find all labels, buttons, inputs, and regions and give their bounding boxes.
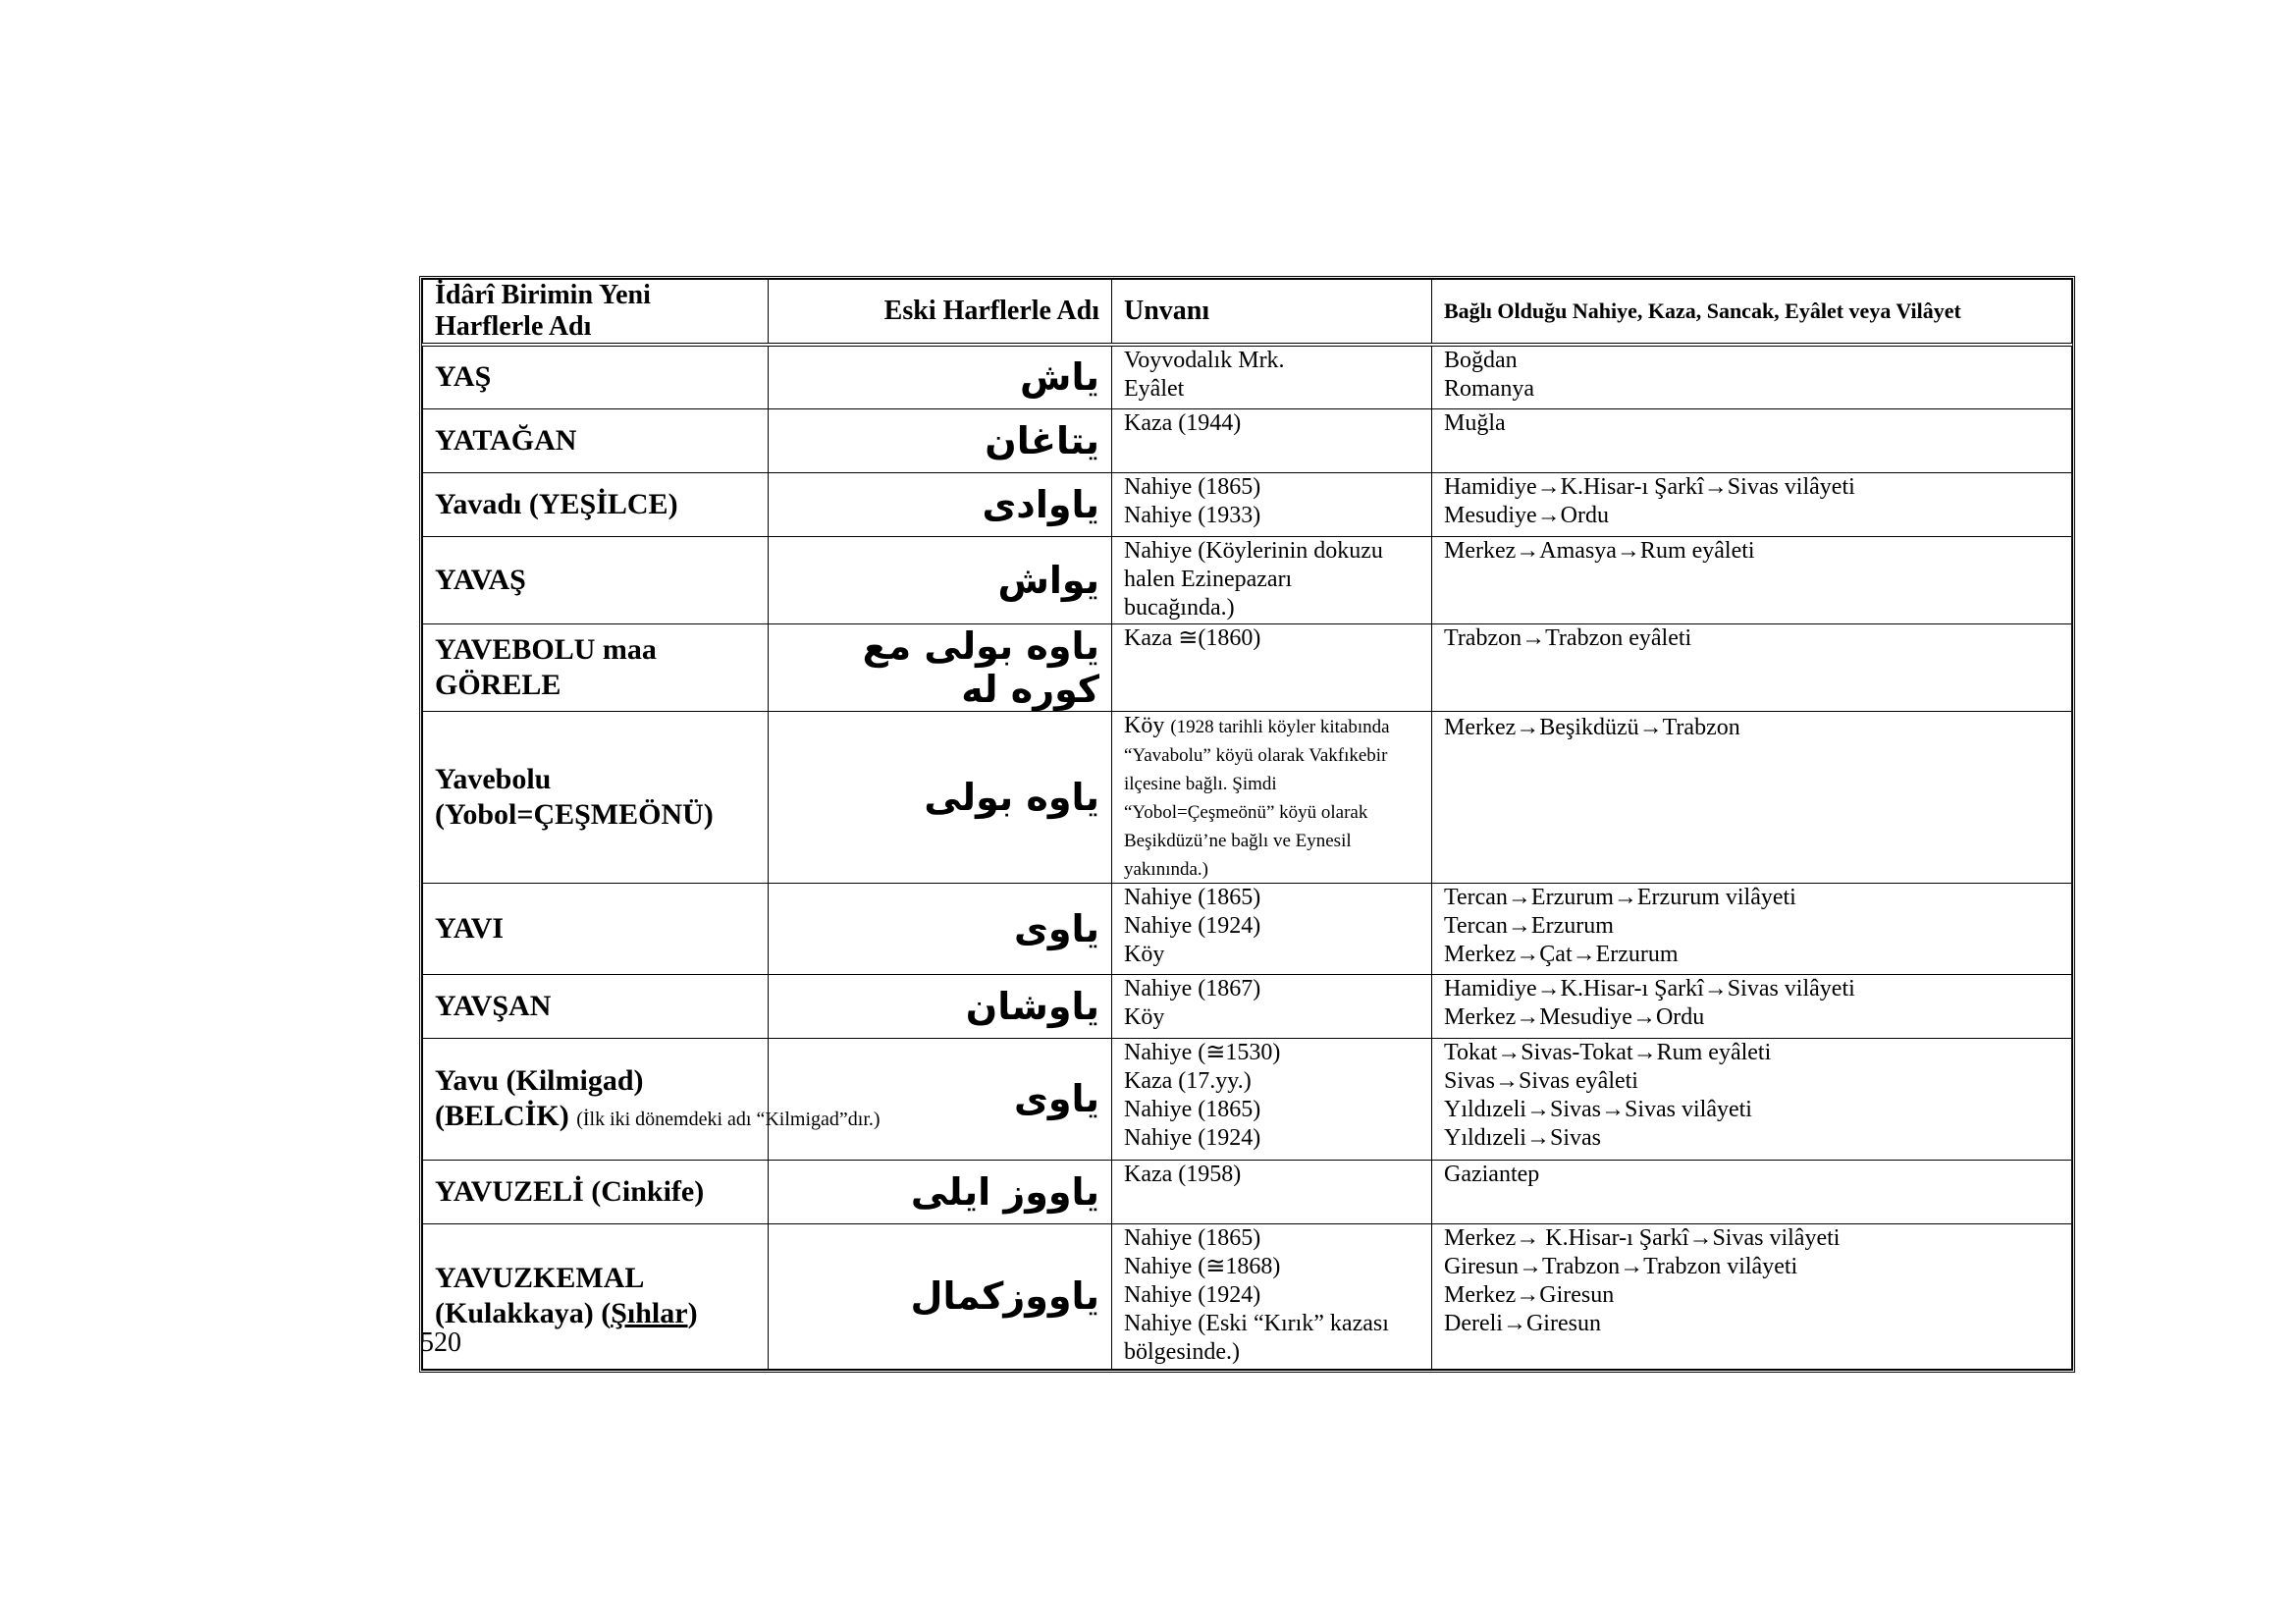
unit-name: YAVAŞ — [423, 536, 769, 623]
unit-parent: Boğdan Romanya — [1432, 345, 2072, 408]
table-row — [423, 623, 2072, 711]
unit-old-name: یاوه بولی — [769, 711, 1112, 883]
unit-name: YAVI — [423, 883, 769, 974]
table-row — [423, 1038, 2072, 1160]
unit-name: YAVUZKEMAL (Kulakkaya) (Şıhlar) — [423, 1223, 769, 1369]
header-title: Unvanı — [1112, 280, 1432, 346]
unit-name: YAVUZELİ (Cinkife) — [423, 1160, 769, 1223]
unit-parent: Tokat→Sivas-Tokat→Rum eyâleti Sivas→Sivas eyâleti Yıldızeli→Sivas→Sivas vilâyeti Yıldızeli→Sivas — [1432, 1038, 2072, 1160]
unit-old-name: یاوی — [769, 1038, 1112, 1160]
unit-title: Nahiye (1865) Nahiye (1933) — [1112, 472, 1432, 536]
unit-parent: Gaziantep — [1432, 1160, 2072, 1223]
unit-title: Kaza ≅(1860) — [1112, 623, 1432, 711]
unit-name-note: (İlk iki dönemdeki adı “Kilmigad”dır.) — [576, 1109, 881, 1130]
unit-parent: Trabzon→Trabzon eyâleti — [1432, 623, 2072, 711]
unit-title: Kaza (1958) — [1112, 1160, 1432, 1223]
unit-parent: Hamidiye→K.Hisar-ı Şarkî→Sivas vilâyeti Mesudiye→Ordu — [1432, 472, 2072, 536]
unit-name: YAVEBOLU maa GÖRELE — [423, 623, 769, 711]
table-row — [423, 472, 2072, 536]
unit-parent: Hamidiye→K.Hisar-ı Şarkî→Sivas vilâyeti Merkez→Mesudiye→Ordu — [1432, 974, 2072, 1038]
table-row — [423, 1160, 2072, 1223]
header-old-name: Eski Harflerle Adı — [769, 280, 1112, 346]
header-new-name: İdârî Birimin Yeni Harflerle Adı — [423, 280, 769, 346]
table-row — [423, 883, 2072, 974]
unit-name: YAVŞAN — [423, 974, 769, 1038]
unit-name: YAŞ — [423, 345, 769, 408]
unit-name: Yavadı (YEŞİLCE) — [423, 472, 769, 536]
unit-title: Nahiye (1867) Köy — [1112, 974, 1432, 1038]
unit-title: Kaza (1944) — [1112, 408, 1432, 472]
unit-name: YATAĞAN — [423, 408, 769, 472]
unit-title: Nahiye (1865) Nahiye (≅1868) Nahiye (1924) Nahiye (Eski “Kırık” kazası bölgesinde.) — [1112, 1223, 1432, 1369]
unit-name: Yavebolu (Yobol=ÇEŞMEÖNÜ) — [423, 711, 769, 883]
unit-title: Nahiye (≅1530) Kaza (17.yy.) Nahiye (1865) Nahiye (1924) — [1112, 1038, 1432, 1160]
table-frame — [419, 276, 2075, 1373]
unit-old-name: یاووز ایلی — [769, 1160, 1112, 1223]
unit-title: Köy (1928 tarihli köyler kitabında “Yavabolu” köyü olarak Vakfıkebir ilçesine bağlı. Şimdi “Yobol=Çeşmeönü” köyü olarak Beşikdüzü’ne bağlı ve Eynesil yakınında.) — [1112, 711, 1432, 883]
unit-name: Yavu (Kilmigad) (BELCİK) (İlk iki dönemdeki adı “Kilmigad”dır.) — [423, 1038, 769, 1160]
table-row — [423, 345, 2072, 408]
unit-parent: Merkez→Beşikdüzü→Trabzon — [1432, 711, 2072, 883]
header-parent: Bağlı Olduğu Nahiye, Kaza, Sancak, Eyâlet veya Vilâyet — [1432, 280, 2072, 346]
unit-old-name: یواش — [769, 536, 1112, 623]
unit-title: Nahiye (1865) Nahiye (1924) Köy — [1112, 883, 1432, 974]
table-row — [423, 536, 2072, 623]
header-row — [423, 280, 2072, 346]
unit-parent: Muğla — [1432, 408, 2072, 472]
page-number: 520 — [420, 1327, 461, 1358]
table-row — [423, 974, 2072, 1038]
unit-parent: Tercan→Erzurum→Erzurum vilâyeti Tercan→Erzurum Merkez→Çat→Erzurum — [1432, 883, 2072, 974]
unit-parent: Merkez→ K.Hisar-ı Şarkî→Sivas vilâyeti Giresun→Trabzon→Trabzon vilâyeti Merkez→Giresun Dereli→Giresun — [1432, 1223, 2072, 1369]
table-row — [423, 408, 2072, 472]
table-row — [423, 1223, 2072, 1369]
unit-old-name: یاوه بولی مع کوره له — [769, 623, 1112, 711]
unit-old-name: یاوادی — [769, 472, 1112, 536]
administrative-units-table — [422, 279, 2072, 1370]
unit-title: Voyvodalık Mrk. Eyâlet — [1112, 345, 1432, 408]
unit-parent: Merkez→Amasya→Rum eyâleti — [1432, 536, 2072, 623]
unit-old-name: یاش — [769, 345, 1112, 408]
unit-old-name: یاوی — [769, 883, 1112, 974]
unit-old-name: یاوشان — [769, 974, 1112, 1038]
table-row — [423, 711, 2072, 883]
unit-old-name: یاووزکمال — [769, 1223, 1112, 1369]
unit-old-name: یتاغان — [769, 408, 1112, 472]
unit-title: Nahiye (Köylerinin dokuzu halen Ezinepazarı bucağında.) — [1112, 536, 1432, 623]
